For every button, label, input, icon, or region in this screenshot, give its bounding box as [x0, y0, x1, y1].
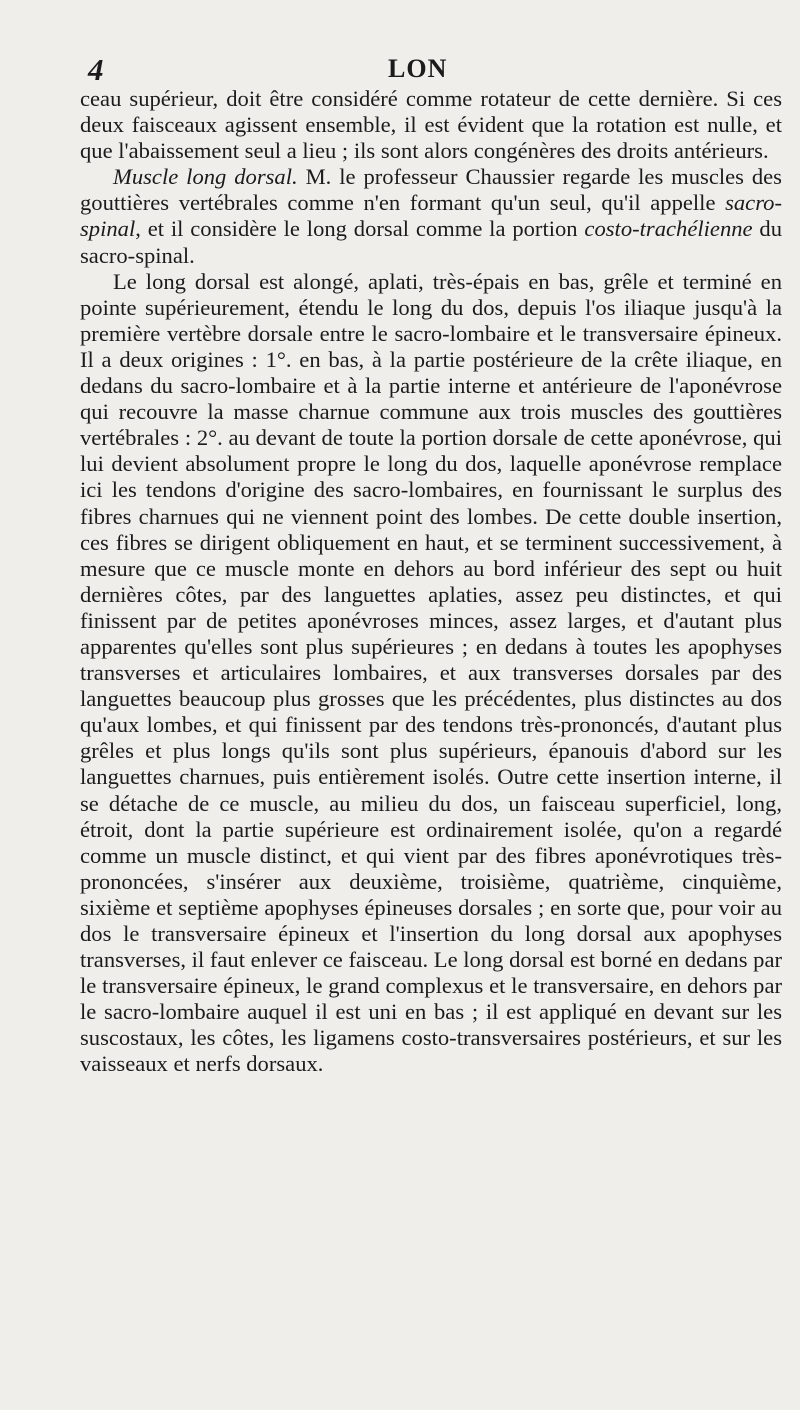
paragraph-1: ceau supérieur, doit être considéré comme rotateur de cette dernière. Si ces deux faisceaux agissent ensemble, il est évident que la rotation est nulle, et que l'abaissement seul a lieu ; ils sont alors congénères des droits antérieurs.	[80, 86, 782, 164]
paragraph-2-text-1: M. le professeur Chaussier regarde les muscles des gouttières vertébrales comme n'en formant qu'un seul, qu'il appelle	[80, 164, 782, 216]
term-sacro-spinal: sacro-spinal	[80, 190, 782, 242]
paragraph-2-text-2: , et il considère le long dorsal comme la portion	[135, 216, 585, 242]
term-costo-trachelienne: costo-trachélienne	[584, 216, 753, 242]
page-header	[86, 50, 782, 86]
paragraph-2-text-3: du sacro-spinal.	[80, 216, 782, 268]
running-head: LON	[388, 54, 448, 83]
page-number: 4	[88, 52, 104, 87]
section-title: Muscle long dorsal.	[113, 164, 298, 190]
paragraph-3: Le long dorsal est alongé, aplati, très-épais en bas, grêle et terminé en pointe supérieurement, étendu le long du dos, depuis l'os iliaque jusqu'à la première vertèbre dorsale entre le sacro-lombaire et le transversaire épineux. Il a deux origines : 1°. en bas, à la partie postérieure de la crête iliaque, en dedans du sacro-lombaire et à la partie interne et antérieure de l'aponévrose qui recouvre la masse charnue commune aux trois muscles des gouttières vertébrales : 2°. au devant de toute la portion dorsale de cette aponévrose, qui lui devient absolument propre le long du dos, laquelle aponévrose remplace ici les tendons d'origine des sacro-lombaires, en fournissant le surplus des fibres charnues qui ne viennent point des lombes. De cette double insertion, ces fibres se dirigent obliquement en haut, et se terminent successivement, à mesure que ce muscle monte en dehors au bord inférieur des sept ou huit dernières côtes, par des languettes aplaties, assez peu distinctes, et qui finissent par de petites aponévroses minces, assez larges, et d'autant plus apparentes qu'elles sont plus supérieures ; en dedans à toutes les apophyses transverses et articulaires lombaires, et aux transverses dorsales par des languettes beaucoup plus grosses que les précédentes, plus distinctes au dos qu'aux lombes, et qui finissent par des tendons très-prononcés, d'autant plus grêles et plus longs qu'ils sont plus supérieurs, épanouis d'abord sur les languettes charnues, puis entièrement isolés. Outre cette insertion interne, il se détache de ce muscle, au milieu du dos, un faisceau superficiel, long, étroit, dont la partie supérieure est ordinairement isolée, qu'on a regardé comme un muscle distinct, et qui vient par des fibres aponévrotiques très-prononcées, s'insérer aux deuxième, troisième, quatrième, cinquième, sixième et septième apophyses épineuses dorsales ; en sorte que, pour voir au dos le transversaire épineux et l'insertion du long dorsal aux apophyses transverses, il faut enlever ce faisceau. Le long dorsal est borné en dedans par le transversaire épineux, le grand complexus et le transversaire, en dehors par le sacro-lombaire auquel il est uni en bas ; il est appliqué en devant sur les suscostaux, les côtes, les ligamens costo-transversaires postérieurs, et sur les vaisseaux et nerfs dorsaux.	[80, 268, 782, 1077]
paragraph-2	[80, 164, 782, 268]
body-text	[80, 86, 782, 1078]
